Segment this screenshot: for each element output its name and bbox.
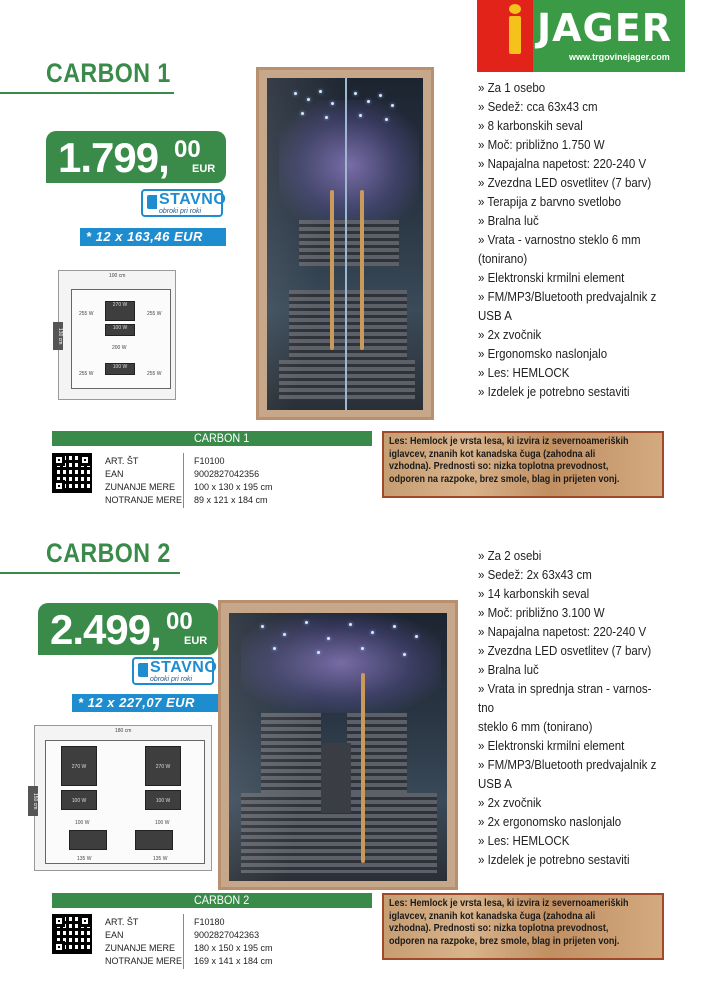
wood-note [382, 893, 664, 960]
spec-item: » FM/MP3/Bluetooth predvajalnik z [478, 758, 657, 772]
qr-corner [53, 915, 65, 927]
qr-corner [53, 480, 65, 492]
stavno-subtitle: obroki pri roki [150, 676, 193, 683]
info-label: ART. ŠT [105, 917, 139, 927]
qr-corner [79, 915, 91, 927]
price-cents: 00 [174, 136, 201, 163]
led-dot [273, 647, 276, 650]
spec-item: » Izdelek je potrebno sestaviti [478, 853, 630, 867]
spec-item: » 2x zvočnik [478, 328, 542, 342]
info-label: EAN [105, 930, 124, 940]
info-value: 180 x 150 x 195 cm [194, 943, 273, 953]
logo-i-bar-icon [509, 16, 521, 54]
heater-box: 270 W [105, 301, 135, 321]
heater-label: 135 W [77, 856, 92, 862]
led-dot [294, 92, 297, 95]
glass-reflection [267, 78, 423, 410]
heater-box: 100 W [61, 790, 97, 810]
spec-item: USB A [478, 309, 512, 323]
stavno-icon [138, 663, 148, 677]
info-value: F10180 [194, 917, 225, 927]
heater-box: 270 W [145, 746, 181, 786]
price-main: 1.799, [58, 134, 169, 181]
qr-corner [79, 454, 91, 466]
spec-item: » 14 karbonskih seval [478, 587, 590, 601]
price-tag [46, 131, 226, 183]
info-label: ZUNANJE MERE [105, 482, 176, 492]
spec-item: » Zvezdna LED osvetlitev (7 barv) [478, 644, 652, 658]
spec-item: » Moč: približno 1.750 W [478, 138, 605, 152]
price-tag [38, 603, 218, 655]
spec-item: » Les: HEMLOCK [478, 366, 570, 380]
led-dot [415, 635, 418, 638]
stavno-badge[interactable] [141, 189, 227, 217]
logo-i-dot-icon [509, 4, 521, 14]
qr-code-icon[interactable] [52, 914, 92, 954]
product-title: CARBON 2 [46, 538, 171, 568]
led-dot [319, 90, 322, 93]
heater-box [135, 830, 173, 850]
info-values [194, 455, 273, 507]
spec-list [478, 79, 656, 402]
installment-label: * 12 x 227,07 EUR [72, 694, 218, 712]
heater-label: 100 W [155, 820, 170, 826]
price-cents: 00 [166, 608, 193, 635]
led-dot [317, 651, 320, 654]
jager-logo[interactable] [477, 0, 685, 72]
spec-item: » Moč: približno 3.100 W [478, 606, 605, 620]
heater-box [69, 830, 107, 850]
qr-corner [53, 941, 65, 953]
spec-item: » Vrata - varnostno steklo 6 mm [478, 233, 641, 247]
led-dot [403, 653, 406, 656]
wood-note-line: vzhodna). Prednosti so: nizka toplotna prevodnost, [389, 923, 609, 934]
stavno-title: STAVNO [159, 191, 227, 208]
led-dot [349, 623, 352, 626]
info-labels [105, 455, 182, 507]
spec-item: » Sedež: cca 63x43 cm [478, 100, 598, 114]
spec-item: » Zvezdna LED osvetlitev (7 barv) [478, 176, 652, 190]
led-dot [371, 631, 374, 634]
heater-label: 255 W [79, 311, 94, 317]
info-header [52, 893, 372, 908]
led-dot [385, 118, 388, 121]
led-dot [391, 104, 394, 107]
led-dot [367, 100, 370, 103]
led-dot [261, 625, 264, 628]
heater-label: 255 W [147, 371, 162, 377]
spec-list [478, 547, 656, 870]
spec-item: » Ergonomsko naslonjalo [478, 347, 608, 361]
wood-note-line: odporen na razpoke, brez smole, blag in prijeten vonj. [389, 935, 620, 947]
wood-note-line: Les: Hemlock je vrsta lesa, ki izvira iz severnoameriških [389, 898, 629, 909]
info-value: F10100 [194, 456, 225, 466]
sauna-photo [218, 600, 458, 890]
heater-box: 100 W [105, 363, 135, 375]
info-label: NOTRANJE MERE [105, 956, 183, 966]
spec-item: » Elektronski krmilni element [478, 739, 625, 753]
heater-box: 100 W [105, 324, 135, 336]
glass-reflection [229, 613, 447, 881]
spec-item: » 8 karbonskih seval [478, 119, 583, 133]
spec-item: » Izdelek je potrebno sestaviti [478, 385, 630, 399]
led-dot [331, 102, 334, 105]
info-label: NOTRANJE MERE [105, 495, 183, 505]
wood-note [382, 431, 664, 498]
stavno-title: STAVNO [150, 659, 218, 676]
info-label: EAN [105, 469, 124, 479]
heater-box: 100 W [145, 790, 181, 810]
info-label: ZUNANJE MERE [105, 943, 176, 953]
heater-label: 255 W [79, 371, 94, 377]
plan-width: 180 cm [115, 728, 132, 734]
led-dot [359, 114, 362, 117]
plan-depth: 150 cm [28, 786, 38, 816]
wood-note-line: Les: Hemlock je vrsta lesa, ki izvira iz severnoameriških [389, 436, 629, 447]
led-dot [354, 92, 357, 95]
spec-item: » 2x zvočnik [478, 796, 542, 810]
led-dot [305, 621, 308, 624]
info-value: 169 x 141 x 184 cm [194, 956, 273, 966]
led-dot [301, 112, 304, 115]
spec-item: » 2x ergonomsko naslonjalo [478, 815, 622, 829]
price-main: 2.499, [50, 606, 161, 653]
stavno-badge[interactable] [132, 657, 218, 685]
info-labels [105, 916, 182, 968]
spec-item: » Za 2 osebi [478, 549, 542, 563]
led-dot [379, 94, 382, 97]
logo-name: JAGER [537, 6, 672, 50]
spec-item: » Sedež: 2x 63x43 cm [478, 568, 592, 582]
spec-item: » FM/MP3/Bluetooth predvajalnik z [478, 290, 657, 304]
product-title: CARBON 1 [46, 58, 171, 88]
floor-plan [34, 725, 212, 871]
spec-item: » Terapija z barvno svetlobo [478, 195, 621, 209]
info-header [52, 431, 372, 446]
spec-item: » Bralna luč [478, 663, 539, 677]
info-title: CARBON 2 [194, 893, 250, 907]
wood-note-line: odporen na razpoke, brez smole, blag in prijeten vonj. [389, 473, 620, 485]
qr-code-icon[interactable] [52, 453, 92, 493]
spec-item: (tonirano) [478, 252, 528, 266]
price-currency: EUR [192, 163, 216, 175]
info-values [194, 916, 273, 968]
floor-plan [58, 270, 176, 400]
spec-item: » Napajalna napetost: 220-240 V [478, 157, 647, 171]
plan-width: 100 cm [109, 273, 126, 279]
spec-item: » Les: HEMLOCK [478, 834, 570, 848]
spec-item: » Vrata in sprednja stran - varnos- [478, 682, 652, 696]
led-dot [307, 98, 310, 101]
led-dot [361, 647, 364, 650]
sauna-photo [256, 67, 434, 420]
stavno-subtitle: obroki pri roki [159, 208, 202, 215]
title-underline [0, 572, 180, 574]
price-currency: EUR [184, 635, 208, 647]
led-dot [325, 116, 328, 119]
spec-item: USB A [478, 777, 512, 791]
plan-depth: 130 cm [53, 322, 63, 350]
heater-label: 135 W [153, 856, 168, 862]
spec-item: » Bralna luč [478, 214, 539, 228]
led-dot [393, 625, 396, 628]
logo-red-block [477, 0, 533, 72]
info-title: CARBON 1 [194, 431, 250, 445]
divider [183, 914, 184, 969]
installment-label: * 12 x 163,46 EUR [80, 228, 226, 246]
title-underline [0, 92, 174, 94]
divider [183, 453, 184, 508]
led-dot [283, 633, 286, 636]
heater-label: 255 W [147, 311, 162, 317]
spec-item: » Napajalna napetost: 220-240 V [478, 625, 647, 639]
info-label: ART. ŠT [105, 456, 139, 466]
wood-note-line: iglavcev, znanih kot kanadska čuga (zahodna ali [389, 910, 596, 922]
heater-label: 100 W [75, 820, 90, 826]
spec-item: » Elektronski krmilni element [478, 271, 625, 285]
spec-item: tno [478, 701, 494, 715]
heater-box: 270 W [61, 746, 97, 786]
spec-item: steklo 6 mm (tonirano) [478, 720, 593, 734]
wood-note-line: vzhodna). Prednosti so: nizka toplotna prevodnost, [389, 461, 609, 472]
qr-corner [53, 454, 65, 466]
info-value: 9002827042356 [194, 469, 260, 479]
info-value: 9002827042363 [194, 930, 260, 940]
heater-label: 200 W [112, 345, 127, 351]
spec-item: » Za 1 osebo [478, 81, 546, 95]
info-value: 89 x 121 x 184 cm [194, 495, 268, 505]
led-dot [327, 637, 330, 640]
logo-url[interactable]: www.trgovinejager.com [569, 52, 670, 62]
stavno-icon [147, 195, 157, 209]
wood-note-line: iglavcev, znanih kot kanadska čuga (zahodna ali [389, 448, 596, 460]
info-value: 100 x 130 x 195 cm [194, 482, 273, 492]
